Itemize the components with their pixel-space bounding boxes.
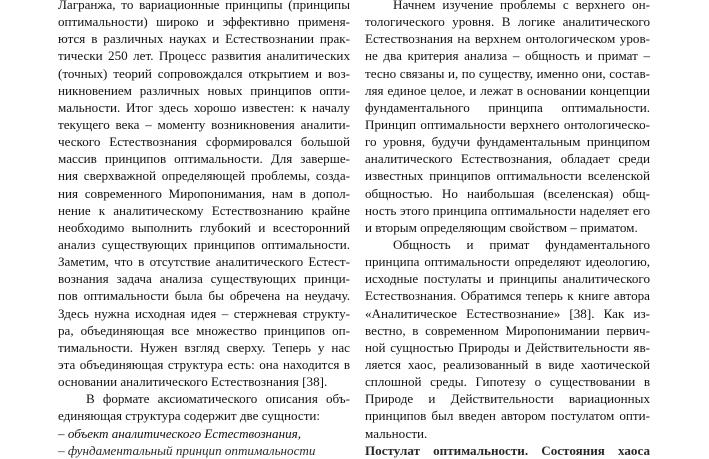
- right-column-text-line: Начнем изучение проблемы с верхнего он-: [393, 0, 650, 12]
- right-column-text-line: Естествознания на верхнем онтологическом уров-: [365, 31, 650, 47]
- right-column-text-line: «Аналитическое Естествознание» [38]. Как из-: [365, 305, 650, 321]
- left-column-text-line: ра, объединяющая все множество принципов оп-: [58, 322, 350, 338]
- left-column-text-line: тимальности. Нужен взгляд сверху. Теперь у нас: [58, 339, 350, 355]
- right-column-text-line: Общность и примат фундаментального: [393, 236, 650, 252]
- right-text-column: [365, 0, 650, 459]
- right-column-text-line: Принцип оптимальности верхнего онтологическо-: [365, 116, 650, 132]
- left-column-text-line: эта объединяющая структура есть: она находится в: [58, 356, 350, 372]
- left-column-text-line: – фундаментальный принцип оптимальности: [58, 442, 316, 458]
- left-column-text-line: ческого Естествознания сформировался большой: [58, 134, 350, 150]
- right-column-text-line: Природе и Действительности вариационных: [365, 391, 650, 407]
- right-column-text-line: сплошной среды. Гипотезу о существовании в: [365, 374, 650, 390]
- right-column-text-line: известных принципов оптимальности вселенской: [365, 168, 650, 184]
- right-column-text-line: исходные постулаты и принципы аналитического: [365, 271, 650, 287]
- left-column-text-line: нение к аналитическому Естествознанию крайне: [58, 202, 350, 218]
- left-column-text-line: единяющая структура содержит две сущности:: [58, 408, 321, 424]
- left-column-text-line: текущего века – моменту возникновения аналити-: [58, 116, 350, 132]
- left-text-column: [58, 0, 350, 459]
- right-column-text-line: ность этого принципа оптимальности наделяет его: [365, 202, 650, 218]
- right-column-text-line: принципа оптимальности определяют идеологию,: [365, 254, 650, 270]
- left-column-text-line: ния современного Миропонимания, нам в допол-: [58, 185, 350, 201]
- left-column-text-line: тически 250 лет. Процесс развития аналитических: [58, 48, 350, 64]
- right-column-text-line: ляется хаос, реализованный в виде хаотической: [365, 356, 650, 372]
- left-column-text-line: никновением различных новых принципов опти-: [58, 82, 350, 98]
- left-column-text-line: мальности. Итог здесь хорошо известен: к началу: [58, 99, 350, 115]
- left-column-text-line: Заметим, что в отсутствие аналитического Естест-: [58, 254, 350, 270]
- left-column-text-line: основании аналитического Естествознания [38].: [58, 374, 328, 390]
- left-column-text-line: – объект аналитического Естествознания,: [58, 425, 302, 441]
- right-column-text-line: тологического уровня. В логике аналитического: [365, 14, 650, 30]
- right-column-text-line: ной сущностью Природы и Действительности яв-: [365, 339, 650, 355]
- left-column-text-line: массив принципов оптимальности. Для заверше-: [58, 151, 350, 167]
- right-column-text-line: вестно, в современном Миропонимании первич-: [365, 322, 650, 338]
- left-column-text-line: анализ существующих принципов оптимальности.: [58, 236, 350, 252]
- right-column-text-line: тесно связаны и, по существу, именно они, состав-: [365, 65, 650, 81]
- right-column-text-line: и вторым определяющим свойством – приматом.: [365, 219, 638, 235]
- right-column-text-line: аналитического Естествознания, обладает среди: [365, 151, 650, 167]
- left-column-text-line: ния сверхважной определяющей проблемы, созда-: [58, 168, 350, 184]
- right-column-text-line: Естествознания. Обратимся теперь к книге автора: [365, 288, 650, 304]
- left-column-text-line: Здесь нужна исходная идея – стержневая структу-: [58, 305, 350, 321]
- right-column-text-line: общностью. Но наибольшая (вселенская) общ-: [365, 185, 650, 201]
- left-column-text-line: ются в различных науках и Естествознании прак-: [58, 31, 350, 47]
- left-column-text-line: необходимо выполнить глубокий и всесторонний: [58, 219, 350, 235]
- left-column-text-line: (точных) теорий сопровождался открытием и воз-: [58, 65, 350, 81]
- right-column-text-line: фундаментального принципа оптимальности.: [365, 99, 650, 115]
- right-column-text-line: ляя единое целое, и лежат в основании концепции: [365, 82, 650, 98]
- left-column-text-line: оптимальности) широко и эффективно применя-: [58, 14, 350, 30]
- left-column-text-line: вознания задача анализа существующих принци-: [58, 271, 350, 287]
- right-column-text-line: Постулат оптимальности. Состояния хаоса: [365, 442, 650, 458]
- left-column-text-line: пов оптимальности была бы обречена на неудачу.: [58, 288, 350, 304]
- right-column-text-line: го уровня, будучи фундаментальным принципом: [365, 134, 650, 150]
- right-column-text-line: не два критерия анализа – общность и примат –: [365, 48, 650, 64]
- right-column-text-line: принципов был введен автором постулатом опти-: [365, 408, 650, 424]
- left-column-text-line: В формате аксиоматического описания объ-: [86, 391, 350, 407]
- right-column-text-line: мальности.: [365, 425, 428, 441]
- left-column-text-line: Лагранжа, то вариационные принципы (принципы: [58, 0, 350, 12]
